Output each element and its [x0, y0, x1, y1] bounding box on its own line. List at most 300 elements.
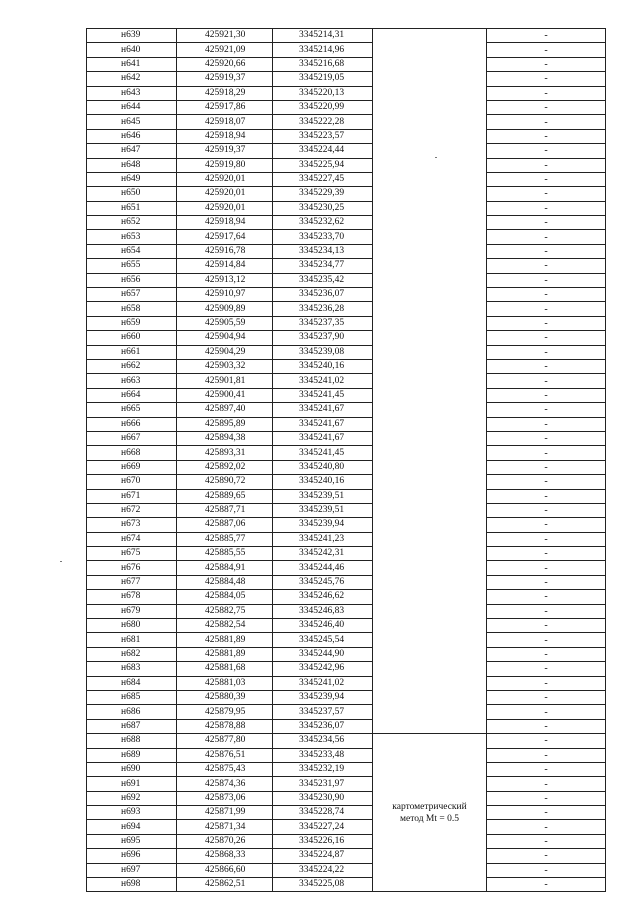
y-coordinate-cell: 3345241,45 — [273, 446, 373, 460]
y-coordinate-cell: 3345223,57 — [273, 129, 373, 143]
status-cell: - — [487, 158, 606, 172]
point-number-cell: н670 — [87, 475, 177, 489]
y-coordinate-cell: 3345224,87 — [273, 849, 373, 863]
x-coordinate-cell: 425903,32 — [177, 359, 273, 373]
y-coordinate-cell: 3345241,02 — [273, 676, 373, 690]
status-cell: - — [487, 446, 606, 460]
y-coordinate-cell: 3345242,31 — [273, 547, 373, 561]
point-number-cell: н696 — [87, 849, 177, 863]
table-row — [87, 374, 606, 388]
status-cell: - — [487, 273, 606, 287]
x-coordinate-cell: 425881,03 — [177, 676, 273, 690]
y-coordinate-cell: 3345244,46 — [273, 561, 373, 575]
status-cell: - — [487, 230, 606, 244]
y-coordinate-cell: 3345245,76 — [273, 575, 373, 589]
x-coordinate-cell: 425885,77 — [177, 532, 273, 546]
table-row — [87, 518, 606, 532]
status-cell: - — [487, 359, 606, 373]
table-row — [87, 547, 606, 561]
table-row — [87, 388, 606, 402]
y-coordinate-cell: 3345245,54 — [273, 633, 373, 647]
status-cell: - — [487, 762, 606, 776]
point-number-cell: н651 — [87, 201, 177, 215]
x-coordinate-cell: 425913,12 — [177, 273, 273, 287]
y-coordinate-cell: 3345246,40 — [273, 619, 373, 633]
y-coordinate-cell: 3345235,42 — [273, 273, 373, 287]
point-number-cell: н694 — [87, 820, 177, 834]
table-row — [87, 43, 606, 57]
table-row — [87, 302, 606, 316]
status-cell: - — [487, 719, 606, 733]
x-coordinate-cell: 425887,71 — [177, 503, 273, 517]
table-row — [87, 216, 606, 230]
y-coordinate-cell: 3345233,48 — [273, 748, 373, 762]
y-coordinate-cell: 3345224,22 — [273, 863, 373, 877]
point-number-cell: н661 — [87, 345, 177, 359]
y-coordinate-cell: 3345246,83 — [273, 604, 373, 618]
point-number-cell: н663 — [87, 374, 177, 388]
scan-speck — [435, 157, 437, 158]
y-coordinate-cell: 3345216,68 — [273, 57, 373, 71]
x-coordinate-cell: 425918,94 — [177, 129, 273, 143]
table-row — [87, 719, 606, 733]
y-coordinate-cell: 3345232,62 — [273, 216, 373, 230]
x-coordinate-cell: 425920,01 — [177, 172, 273, 186]
x-coordinate-cell: 425914,84 — [177, 259, 273, 273]
status-cell: - — [487, 834, 606, 848]
status-cell: - — [487, 403, 606, 417]
point-number-cell: н653 — [87, 230, 177, 244]
point-number-cell: н649 — [87, 172, 177, 186]
y-coordinate-cell: 3345227,45 — [273, 172, 373, 186]
x-coordinate-cell: 425876,51 — [177, 748, 273, 762]
y-coordinate-cell: 3345227,24 — [273, 820, 373, 834]
table-row — [87, 791, 606, 805]
table-row — [87, 187, 606, 201]
x-coordinate-cell: 425884,91 — [177, 561, 273, 575]
table-row — [87, 129, 606, 143]
table-row — [87, 633, 606, 647]
status-cell: - — [487, 331, 606, 345]
point-number-cell: н654 — [87, 244, 177, 258]
point-number-cell: н655 — [87, 259, 177, 273]
status-cell: - — [487, 115, 606, 129]
status-cell: - — [487, 144, 606, 158]
status-cell: - — [487, 29, 606, 43]
x-coordinate-cell: 425878,88 — [177, 719, 273, 733]
point-number-cell: н691 — [87, 777, 177, 791]
status-cell: - — [487, 288, 606, 302]
x-coordinate-cell: 425884,48 — [177, 575, 273, 589]
point-number-cell: н667 — [87, 431, 177, 445]
status-cell: - — [487, 259, 606, 273]
status-cell: - — [487, 345, 606, 359]
document-page — [86, 28, 605, 892]
method-cell — [373, 734, 487, 892]
status-cell: - — [487, 561, 606, 575]
y-coordinate-cell: 3345231,97 — [273, 777, 373, 791]
point-number-cell: н657 — [87, 288, 177, 302]
x-coordinate-cell: 425871,99 — [177, 806, 273, 820]
point-number-cell: н656 — [87, 273, 177, 287]
table-row — [87, 503, 606, 517]
point-number-cell: н660 — [87, 331, 177, 345]
x-coordinate-cell: 425920,01 — [177, 201, 273, 215]
x-coordinate-cell: 425921,09 — [177, 43, 273, 57]
y-coordinate-cell: 3345230,90 — [273, 791, 373, 805]
status-cell: - — [487, 791, 606, 805]
table-row — [87, 489, 606, 503]
point-number-cell: н695 — [87, 834, 177, 848]
point-number-cell: н652 — [87, 216, 177, 230]
method-accuracy: метод Mt = 0.5 — [399, 813, 459, 824]
table-row — [87, 259, 606, 273]
y-coordinate-cell: 3345239,94 — [273, 690, 373, 704]
method-name: картометрический — [392, 801, 467, 812]
x-coordinate-cell: 425890,72 — [177, 475, 273, 489]
y-coordinate-cell: 3345222,28 — [273, 115, 373, 129]
table-row — [87, 849, 606, 863]
status-cell: - — [487, 244, 606, 258]
y-coordinate-cell: 3345241,67 — [273, 431, 373, 445]
point-number-cell: н643 — [87, 86, 177, 100]
table-row — [87, 345, 606, 359]
status-cell: - — [487, 575, 606, 589]
table-row — [87, 316, 606, 330]
table-row — [87, 431, 606, 445]
status-cell: - — [487, 489, 606, 503]
y-coordinate-cell: 3345237,57 — [273, 705, 373, 719]
point-number-cell: н676 — [87, 561, 177, 575]
x-coordinate-cell: 425879,95 — [177, 705, 273, 719]
y-coordinate-cell: 3345237,35 — [273, 316, 373, 330]
table-row — [87, 676, 606, 690]
status-cell: - — [487, 503, 606, 517]
point-number-cell: н686 — [87, 705, 177, 719]
point-number-cell: н673 — [87, 518, 177, 532]
point-number-cell: н664 — [87, 388, 177, 402]
x-coordinate-cell: 425893,31 — [177, 446, 273, 460]
table-row — [87, 417, 606, 431]
y-coordinate-cell: 3345236,07 — [273, 288, 373, 302]
table-row — [87, 273, 606, 287]
coordinates-table-body — [87, 29, 606, 892]
point-number-cell: н685 — [87, 690, 177, 704]
y-coordinate-cell: 3345239,51 — [273, 489, 373, 503]
status-cell: - — [487, 532, 606, 546]
x-coordinate-cell: 425904,94 — [177, 331, 273, 345]
point-number-cell: н665 — [87, 403, 177, 417]
y-coordinate-cell: 3345219,05 — [273, 72, 373, 86]
table-row — [87, 878, 606, 892]
x-coordinate-cell: 425875,43 — [177, 762, 273, 776]
x-coordinate-cell: 425894,38 — [177, 431, 273, 445]
y-coordinate-cell: 3345239,94 — [273, 518, 373, 532]
point-number-cell: н668 — [87, 446, 177, 460]
status-cell: - — [487, 690, 606, 704]
point-number-cell: н693 — [87, 806, 177, 820]
y-coordinate-cell: 3345234,56 — [273, 734, 373, 748]
status-cell: - — [487, 662, 606, 676]
point-number-cell: н681 — [87, 633, 177, 647]
table-row — [87, 475, 606, 489]
status-cell: - — [487, 647, 606, 661]
table-row — [87, 762, 606, 776]
status-cell: - — [487, 863, 606, 877]
table-row — [87, 72, 606, 86]
x-coordinate-cell: 425909,89 — [177, 302, 273, 316]
point-number-cell: н677 — [87, 575, 177, 589]
x-coordinate-cell: 425918,07 — [177, 115, 273, 129]
table-row — [87, 57, 606, 71]
table-row — [87, 705, 606, 719]
table-row — [87, 575, 606, 589]
status-cell: - — [487, 820, 606, 834]
point-number-cell: н640 — [87, 43, 177, 57]
point-number-cell: н675 — [87, 547, 177, 561]
x-coordinate-cell: 425892,02 — [177, 460, 273, 474]
table-row — [87, 288, 606, 302]
y-coordinate-cell: 3345214,96 — [273, 43, 373, 57]
status-cell: - — [487, 172, 606, 186]
table-row — [87, 144, 606, 158]
table-row — [87, 100, 606, 114]
point-number-cell: н683 — [87, 662, 177, 676]
coordinates-table — [86, 28, 606, 892]
y-coordinate-cell: 3345241,45 — [273, 388, 373, 402]
x-coordinate-cell: 425887,06 — [177, 518, 273, 532]
point-number-cell: н669 — [87, 460, 177, 474]
table-row — [87, 690, 606, 704]
y-coordinate-cell: 3345241,67 — [273, 403, 373, 417]
table-row — [87, 244, 606, 258]
x-coordinate-cell: 425905,59 — [177, 316, 273, 330]
status-cell: - — [487, 417, 606, 431]
y-coordinate-cell: 3345240,80 — [273, 460, 373, 474]
status-cell: - — [487, 129, 606, 143]
x-coordinate-cell: 425877,80 — [177, 734, 273, 748]
point-number-cell: н689 — [87, 748, 177, 762]
status-cell: - — [487, 676, 606, 690]
status-cell: - — [487, 633, 606, 647]
table-row — [87, 834, 606, 848]
table-row — [87, 230, 606, 244]
x-coordinate-cell: 425874,36 — [177, 777, 273, 791]
x-coordinate-cell: 425919,80 — [177, 158, 273, 172]
x-coordinate-cell: 425871,34 — [177, 820, 273, 834]
y-coordinate-cell: 3345226,16 — [273, 834, 373, 848]
x-coordinate-cell: 425866,60 — [177, 863, 273, 877]
status-cell: - — [487, 619, 606, 633]
point-number-cell: н692 — [87, 791, 177, 805]
x-coordinate-cell: 425884,05 — [177, 590, 273, 604]
x-coordinate-cell: 425897,40 — [177, 403, 273, 417]
x-coordinate-cell: 425916,78 — [177, 244, 273, 258]
x-coordinate-cell: 425919,37 — [177, 72, 273, 86]
table-row — [87, 532, 606, 546]
y-coordinate-cell: 3345239,08 — [273, 345, 373, 359]
y-coordinate-cell: 3345229,39 — [273, 187, 373, 201]
status-cell: - — [487, 216, 606, 230]
table-row — [87, 446, 606, 460]
y-coordinate-cell: 3345214,31 — [273, 29, 373, 43]
table-row — [87, 734, 606, 748]
status-cell: - — [487, 590, 606, 604]
table-row — [87, 331, 606, 345]
x-coordinate-cell: 425918,29 — [177, 86, 273, 100]
status-cell: - — [487, 806, 606, 820]
y-coordinate-cell: 3345232,19 — [273, 762, 373, 776]
point-number-cell: н659 — [87, 316, 177, 330]
table-row — [87, 863, 606, 877]
point-number-cell: н644 — [87, 100, 177, 114]
x-coordinate-cell: 425910,97 — [177, 288, 273, 302]
x-coordinate-cell: 425889,65 — [177, 489, 273, 503]
y-coordinate-cell: 3345230,25 — [273, 201, 373, 215]
x-coordinate-cell: 425882,54 — [177, 619, 273, 633]
y-coordinate-cell: 3345234,13 — [273, 244, 373, 258]
point-number-cell: н678 — [87, 590, 177, 604]
x-coordinate-cell: 425881,68 — [177, 662, 273, 676]
status-cell: - — [487, 748, 606, 762]
status-cell: - — [487, 57, 606, 71]
point-number-cell: н658 — [87, 302, 177, 316]
x-coordinate-cell: 425881,89 — [177, 633, 273, 647]
point-number-cell: н650 — [87, 187, 177, 201]
table-row — [87, 748, 606, 762]
point-number-cell: н680 — [87, 619, 177, 633]
point-number-cell: н679 — [87, 604, 177, 618]
point-number-cell: н698 — [87, 878, 177, 892]
status-cell: - — [487, 86, 606, 100]
x-coordinate-cell: 425904,29 — [177, 345, 273, 359]
status-cell: - — [487, 100, 606, 114]
x-coordinate-cell: 425917,64 — [177, 230, 273, 244]
y-coordinate-cell: 3345225,94 — [273, 158, 373, 172]
table-row — [87, 662, 606, 676]
x-coordinate-cell: 425873,06 — [177, 791, 273, 805]
point-number-cell: н641 — [87, 57, 177, 71]
table-row — [87, 590, 606, 604]
point-number-cell: н690 — [87, 762, 177, 776]
point-number-cell: н646 — [87, 129, 177, 143]
y-coordinate-cell: 3345225,08 — [273, 878, 373, 892]
point-number-cell: н682 — [87, 647, 177, 661]
point-number-cell: н639 — [87, 29, 177, 43]
status-cell: - — [487, 547, 606, 561]
x-coordinate-cell: 425868,33 — [177, 849, 273, 863]
y-coordinate-cell: 3345240,16 — [273, 475, 373, 489]
point-number-cell: н697 — [87, 863, 177, 877]
status-cell: - — [487, 705, 606, 719]
y-coordinate-cell: 3345246,62 — [273, 590, 373, 604]
status-cell: - — [487, 878, 606, 892]
status-cell: - — [487, 604, 606, 618]
table-row — [87, 172, 606, 186]
x-coordinate-cell: 425862,51 — [177, 878, 273, 892]
status-cell: - — [487, 777, 606, 791]
table-row — [87, 29, 606, 43]
y-coordinate-cell: 3345241,02 — [273, 374, 373, 388]
table-row — [87, 561, 606, 575]
y-coordinate-cell: 3345234,77 — [273, 259, 373, 273]
y-coordinate-cell: 3345228,74 — [273, 806, 373, 820]
table-row — [87, 359, 606, 373]
table-row — [87, 403, 606, 417]
status-cell: - — [487, 518, 606, 532]
x-coordinate-cell: 425918,94 — [177, 216, 273, 230]
point-number-cell: н645 — [87, 115, 177, 129]
y-coordinate-cell: 3345241,67 — [273, 417, 373, 431]
x-coordinate-cell: 425885,55 — [177, 547, 273, 561]
x-coordinate-cell: 425880,39 — [177, 690, 273, 704]
x-coordinate-cell: 425917,86 — [177, 100, 273, 114]
y-coordinate-cell: 3345220,13 — [273, 86, 373, 100]
method-cell-empty — [373, 29, 487, 734]
point-number-cell: н688 — [87, 734, 177, 748]
point-number-cell: н687 — [87, 719, 177, 733]
status-cell: - — [487, 43, 606, 57]
table-row — [87, 647, 606, 661]
x-coordinate-cell: 425901,81 — [177, 374, 273, 388]
y-coordinate-cell: 3345233,70 — [273, 230, 373, 244]
x-coordinate-cell: 425882,75 — [177, 604, 273, 618]
table-row — [87, 604, 606, 618]
x-coordinate-cell: 425870,26 — [177, 834, 273, 848]
status-cell: - — [487, 460, 606, 474]
y-coordinate-cell: 3345242,96 — [273, 662, 373, 676]
y-coordinate-cell: 3345236,07 — [273, 719, 373, 733]
point-number-cell: н672 — [87, 503, 177, 517]
point-number-cell: н671 — [87, 489, 177, 503]
status-cell: - — [487, 849, 606, 863]
status-cell: - — [487, 388, 606, 402]
x-coordinate-cell: 425920,66 — [177, 57, 273, 71]
status-cell: - — [487, 187, 606, 201]
point-number-cell: н647 — [87, 144, 177, 158]
table-row — [87, 460, 606, 474]
table-row — [87, 806, 606, 820]
point-number-cell: н674 — [87, 532, 177, 546]
point-number-cell: н662 — [87, 359, 177, 373]
table-row — [87, 820, 606, 834]
status-cell: - — [487, 374, 606, 388]
point-number-cell: н642 — [87, 72, 177, 86]
status-cell: - — [487, 201, 606, 215]
y-coordinate-cell: 3345237,90 — [273, 331, 373, 345]
status-cell: - — [487, 431, 606, 445]
table-row — [87, 619, 606, 633]
y-coordinate-cell: 3345244,90 — [273, 647, 373, 661]
y-coordinate-cell: 3345240,16 — [273, 359, 373, 373]
table-row — [87, 158, 606, 172]
x-coordinate-cell: 425919,37 — [177, 144, 273, 158]
table-row — [87, 777, 606, 791]
point-number-cell: н648 — [87, 158, 177, 172]
status-cell: - — [487, 302, 606, 316]
x-coordinate-cell: 425921,30 — [177, 29, 273, 43]
y-coordinate-cell: 3345241,23 — [273, 532, 373, 546]
x-coordinate-cell: 425900,41 — [177, 388, 273, 402]
y-coordinate-cell: 3345220,99 — [273, 100, 373, 114]
status-cell: - — [487, 734, 606, 748]
scan-speck — [60, 561, 62, 562]
point-number-cell: н684 — [87, 676, 177, 690]
y-coordinate-cell: 3345224,44 — [273, 144, 373, 158]
y-coordinate-cell: 3345236,28 — [273, 302, 373, 316]
table-row — [87, 201, 606, 215]
status-cell: - — [487, 475, 606, 489]
